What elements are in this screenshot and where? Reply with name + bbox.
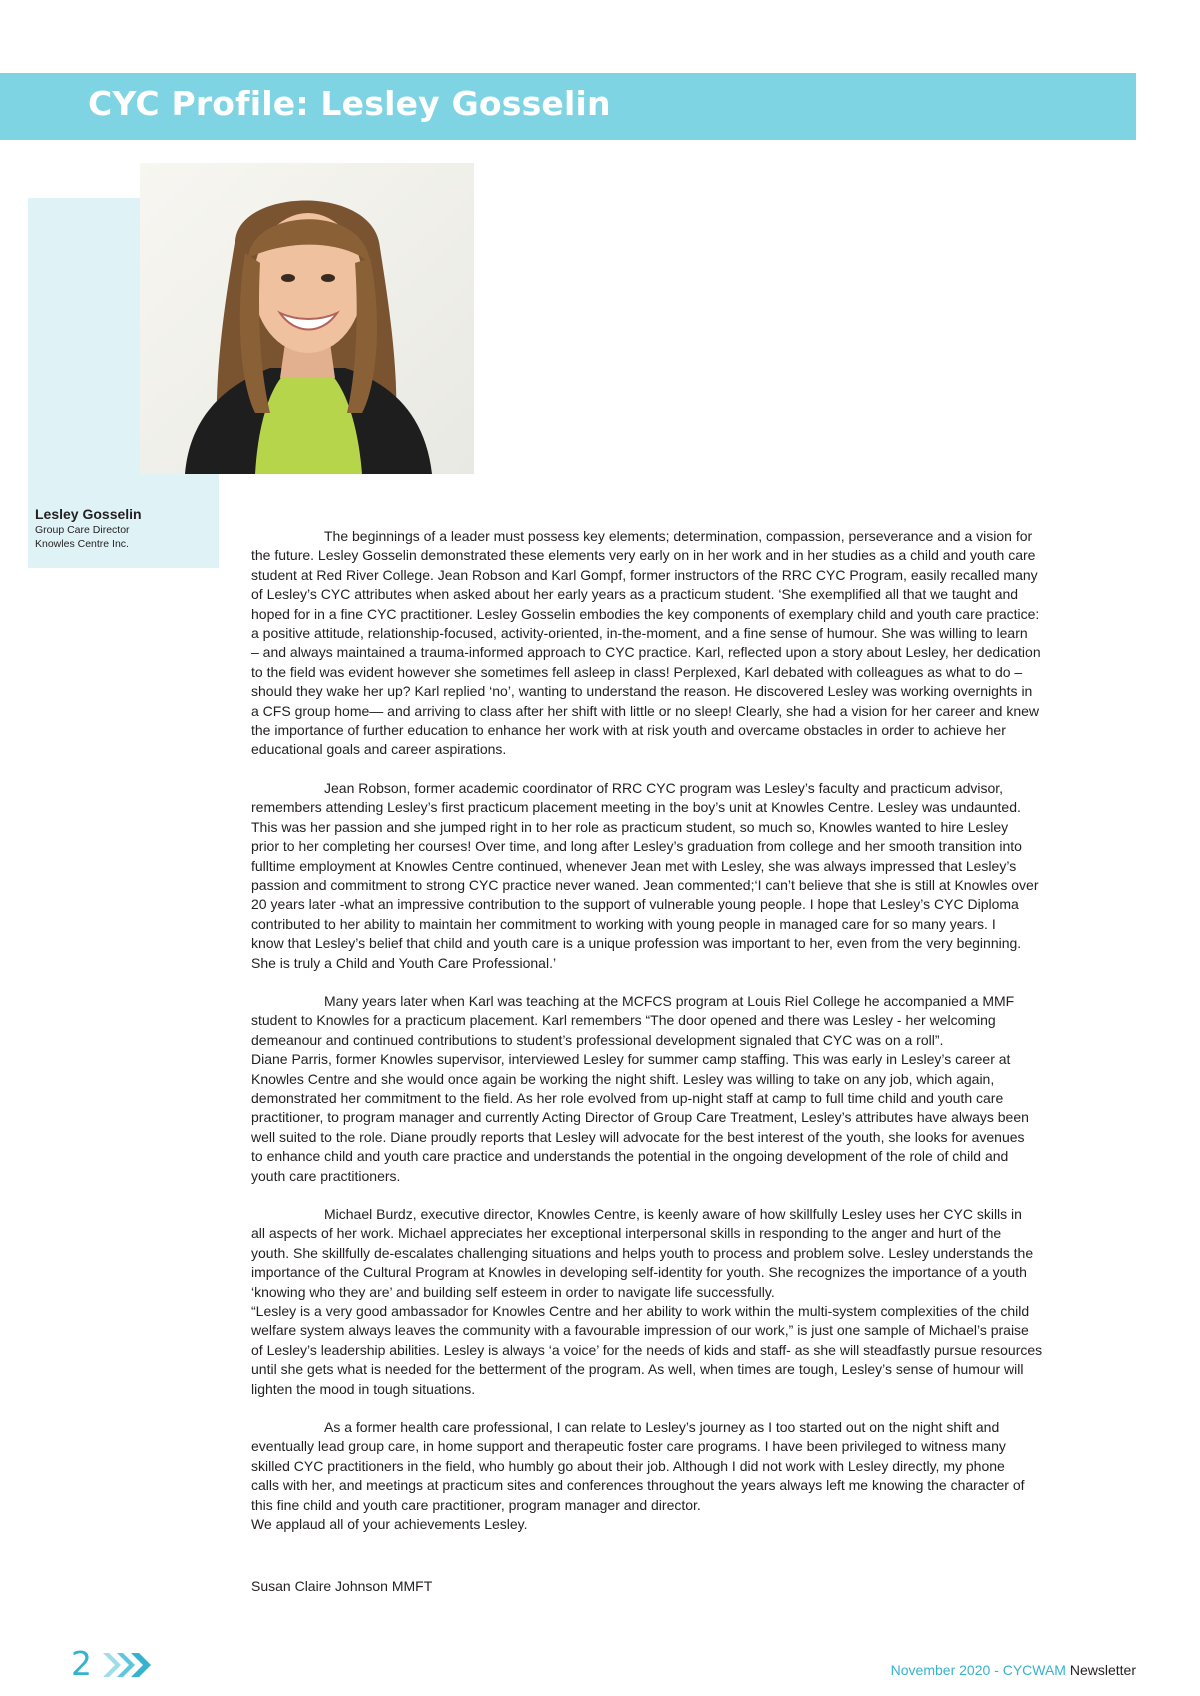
paragraph-line: student at Red River College. Jean Robson and Karl Gompf, former instructors of the RRC CYC Program, easily recalled many — [251, 566, 1038, 583]
caption-role: Group Care Director — [35, 524, 130, 536]
paragraph-line: demonstrated her commitment to the field. As her role evolved from up-night staff at camp to full time child and youth care — [251, 1089, 1004, 1106]
paragraph-line: remembers attending Lesley’s first practicum placement meeting in the boy’s unit at Knowles Centre. Lesley was undaunted. — [251, 799, 1021, 816]
paragraph-line: student to Knowles for a practicum placement. Karl remembers “The door opened and there was Lesley - her welcoming — [251, 1012, 996, 1029]
chevrons-icon — [101, 1650, 157, 1680]
paragraph-line: know that Lesley’s belief that child and youth care is a unique profession was important to her, even from the very beginning. — [251, 935, 1022, 952]
article-paragraph — [251, 992, 1106, 1186]
paragraph-line: educational goals and career aspirations. — [251, 741, 507, 758]
paragraph-line: eventually lead group care, in home support and therapeutic foster care programs. I have been privileged to witness many — [251, 1438, 1006, 1455]
paragraph-line: the importance of further education to enhance her work with at risk youth and overcame obstacles in order to achieve her — [251, 722, 1006, 739]
paragraph-line: contributed to her ability to maintain her commitment to working with young people in managed care for so many years. I — [251, 915, 996, 932]
paragraph-line: this fine child and youth care practitioner, program manager and director. — [251, 1496, 701, 1513]
paragraph-line: fulltime employment at Knowles Centre continued, whenever Jean met with Lesley, she was always impressed that Lesley’s — [251, 857, 1017, 874]
footer-issue — [891, 1662, 1136, 1678]
paragraph-line: “Lesley is a very good ambassador for Knowles Centre and her ability to work within the multi-system complexities of the child — [251, 1303, 1030, 1320]
paragraph-line: all aspects of her work. Michael appreciates her exceptional interpersonal skills in responding to the anger and hurt of the — [251, 1225, 1002, 1242]
footer-newsletter: Newsletter — [1069, 1662, 1136, 1678]
paragraph-line: practitioner, to program manager and currently Acting Director of Group Care Treatment, Lesley’s attributes have always been — [251, 1109, 1029, 1126]
page-number: 2 — [71, 1644, 92, 1683]
paragraph-line: youth care practitioners. — [251, 1167, 401, 1184]
article-paragraph — [251, 779, 1106, 973]
photo-caption — [35, 505, 215, 551]
caption-organization: Knowles Centre Inc. — [35, 538, 129, 550]
paragraph-line: prior to her completing her courses! Over time, and long after Lesley’s graduation from college and her smooth transition into — [251, 838, 1022, 855]
article-paragraph — [251, 527, 1106, 760]
paragraph-line: Many years later when Karl was teaching at the MCFCS program at Louis Riel College he accompanied a MMF — [324, 992, 1015, 1009]
paragraph-line: Michael Burdz, executive director, Knowles Centre, is keenly aware of how skillfully Lesley uses her CYC skills in — [324, 1206, 1022, 1222]
paragraph-line: a positive attitude, relationship-focused, activity-oriented, in-the-moment, and a fine sense of humour. She was willing to learn — [251, 625, 1028, 642]
paragraph-line: 20 years later -what an impressive contribution to the support of vulnerable young people. I hope that Lesley’s CYC Diploma — [251, 896, 1019, 913]
paragraph-line: until she gets what is needed for the betterment of the program. As well, when times are tough, Lesley’s sense of humour will — [251, 1361, 1024, 1378]
paragraph-line: importance of the Cultural Program at Knowles in developing self-identity for youth. She recognizes the importance of a youth — [251, 1264, 1027, 1281]
paragraph-line: should they wake her up? Karl replied ‘no’, wanting to understand the reason. He discovered Lesley was working overnights in — [251, 683, 1033, 700]
paragraph-line: a CFS group home— and arriving to class after her shift with little or no sleep! Clearly, she had a vision for her career and knew — [251, 702, 1040, 719]
paragraph-line: to the field was evident however she sometimes fell asleep in class! Perplexed, Karl debated with colleagues as what to do – — [251, 663, 1023, 680]
footer-date: November 2020 - CYCWAM — [890, 1662, 1066, 1678]
paragraph-line: Jean Robson, former academic coordinator of RRC CYC program was Lesley’s faculty and practicum advisor, — [324, 779, 1004, 796]
paragraph-line: well suited to the role. Diane proudly reports that Lesley will advocate for the best interest of the youth, she looks for avenues — [251, 1128, 1025, 1145]
paragraph-line: – and always maintained a trauma-informed approach to CYC practice. Karl, reflected upon a story about Lesley, her dedication — [251, 644, 1041, 661]
paragraph-line: demeanour and continued contributions to student’s professional development signaled that CYC was on a roll”. — [251, 1031, 944, 1048]
paragraph-line: hoped for in a fine CYC practitioner. Lesley Gosselin embodies the key components of exemplary child and youth care practice: — [251, 605, 1040, 622]
article-paragraph — [251, 1205, 1106, 1399]
paragraph-line: welfare system always leaves the community with a favourable impression of our work,” is just one sample of Michael’s praise — [251, 1322, 1029, 1339]
paragraph-line: of Lesley’s leadership abilities. Lesley is always ‘a voice’ for the needs of kids and staff- as she will steadfastly pursue resources — [251, 1341, 1043, 1358]
paragraph-line: As a former health care professional, I can relate to Lesley’s journey as I too started out on the night shift and — [324, 1419, 1000, 1436]
paragraph-line: skilled CYC practitioners in the field, who humbly go about their job. Although I did not work with Lesley directly, my phone — [251, 1457, 1005, 1474]
paragraph-line: calls with her, and meetings at practicum sites and conferences throughout the years always left me knowing the character of — [251, 1477, 1025, 1494]
paragraph-line: lighten the mood in tough situations. — [251, 1380, 476, 1397]
caption-name: Lesley Gosselin — [35, 506, 142, 522]
paragraph-line: We applaud all of your achievements Lesley. — [251, 1516, 528, 1533]
article-paragraph — [251, 1418, 1106, 1534]
paragraph-line: Knowles Centre and she would once again be working the night shift. Lesley was willing to take on any job, which again, — [251, 1070, 995, 1087]
paragraph-line: passion and commitment to strong CYC practice never waned. Jean commented;‘I can’t believe that she is still at Knowles over — [251, 876, 1039, 893]
paragraph-line: The beginnings of a leader must possess key elements; determination, compassion, perseverance and a vision for — [324, 528, 1033, 544]
paragraph-line: She is truly a Child and Youth Care Professional.’ — [251, 954, 557, 971]
page-title: CYC Profile: Lesley Gosselin — [88, 84, 611, 123]
paragraph-line: to enhance child and youth care practice and understands the potential in the ongoing development of the role of child and — [251, 1148, 1009, 1165]
paragraph-line: youth. She skillfully de-escalates challenging situations and helps youth to process and problem solve. Lesley understands the — [251, 1244, 1034, 1261]
author-signature: Susan Claire Johnson MMFT — [251, 1578, 433, 1594]
paragraph-line: Diane Parris, former Knowles supervisor, interviewed Lesley for summer camp staffing. This was early in Lesley’s career at — [251, 1051, 1011, 1068]
profile-photo — [140, 163, 474, 474]
header-banner — [0, 73, 1136, 140]
paragraph-line: ‘knowing who they are’ and building self esteem in order to navigate life successfully. — [251, 1283, 775, 1300]
article-body — [251, 527, 1106, 1554]
paragraph-line: of Lesley’s CYC attributes when asked about her early years as a practicum student. ‘She exemplified all that we taught and — [251, 586, 1019, 603]
paragraph-line: This was her passion and she jumped right in to her role as practicum student, so much so, Knowles wanted to hire Lesley — [251, 818, 1009, 835]
paragraph-line: the future. Lesley Gosselin demonstrated these elements very early on in her work and in her studies as a child and youth care — [251, 547, 1036, 564]
